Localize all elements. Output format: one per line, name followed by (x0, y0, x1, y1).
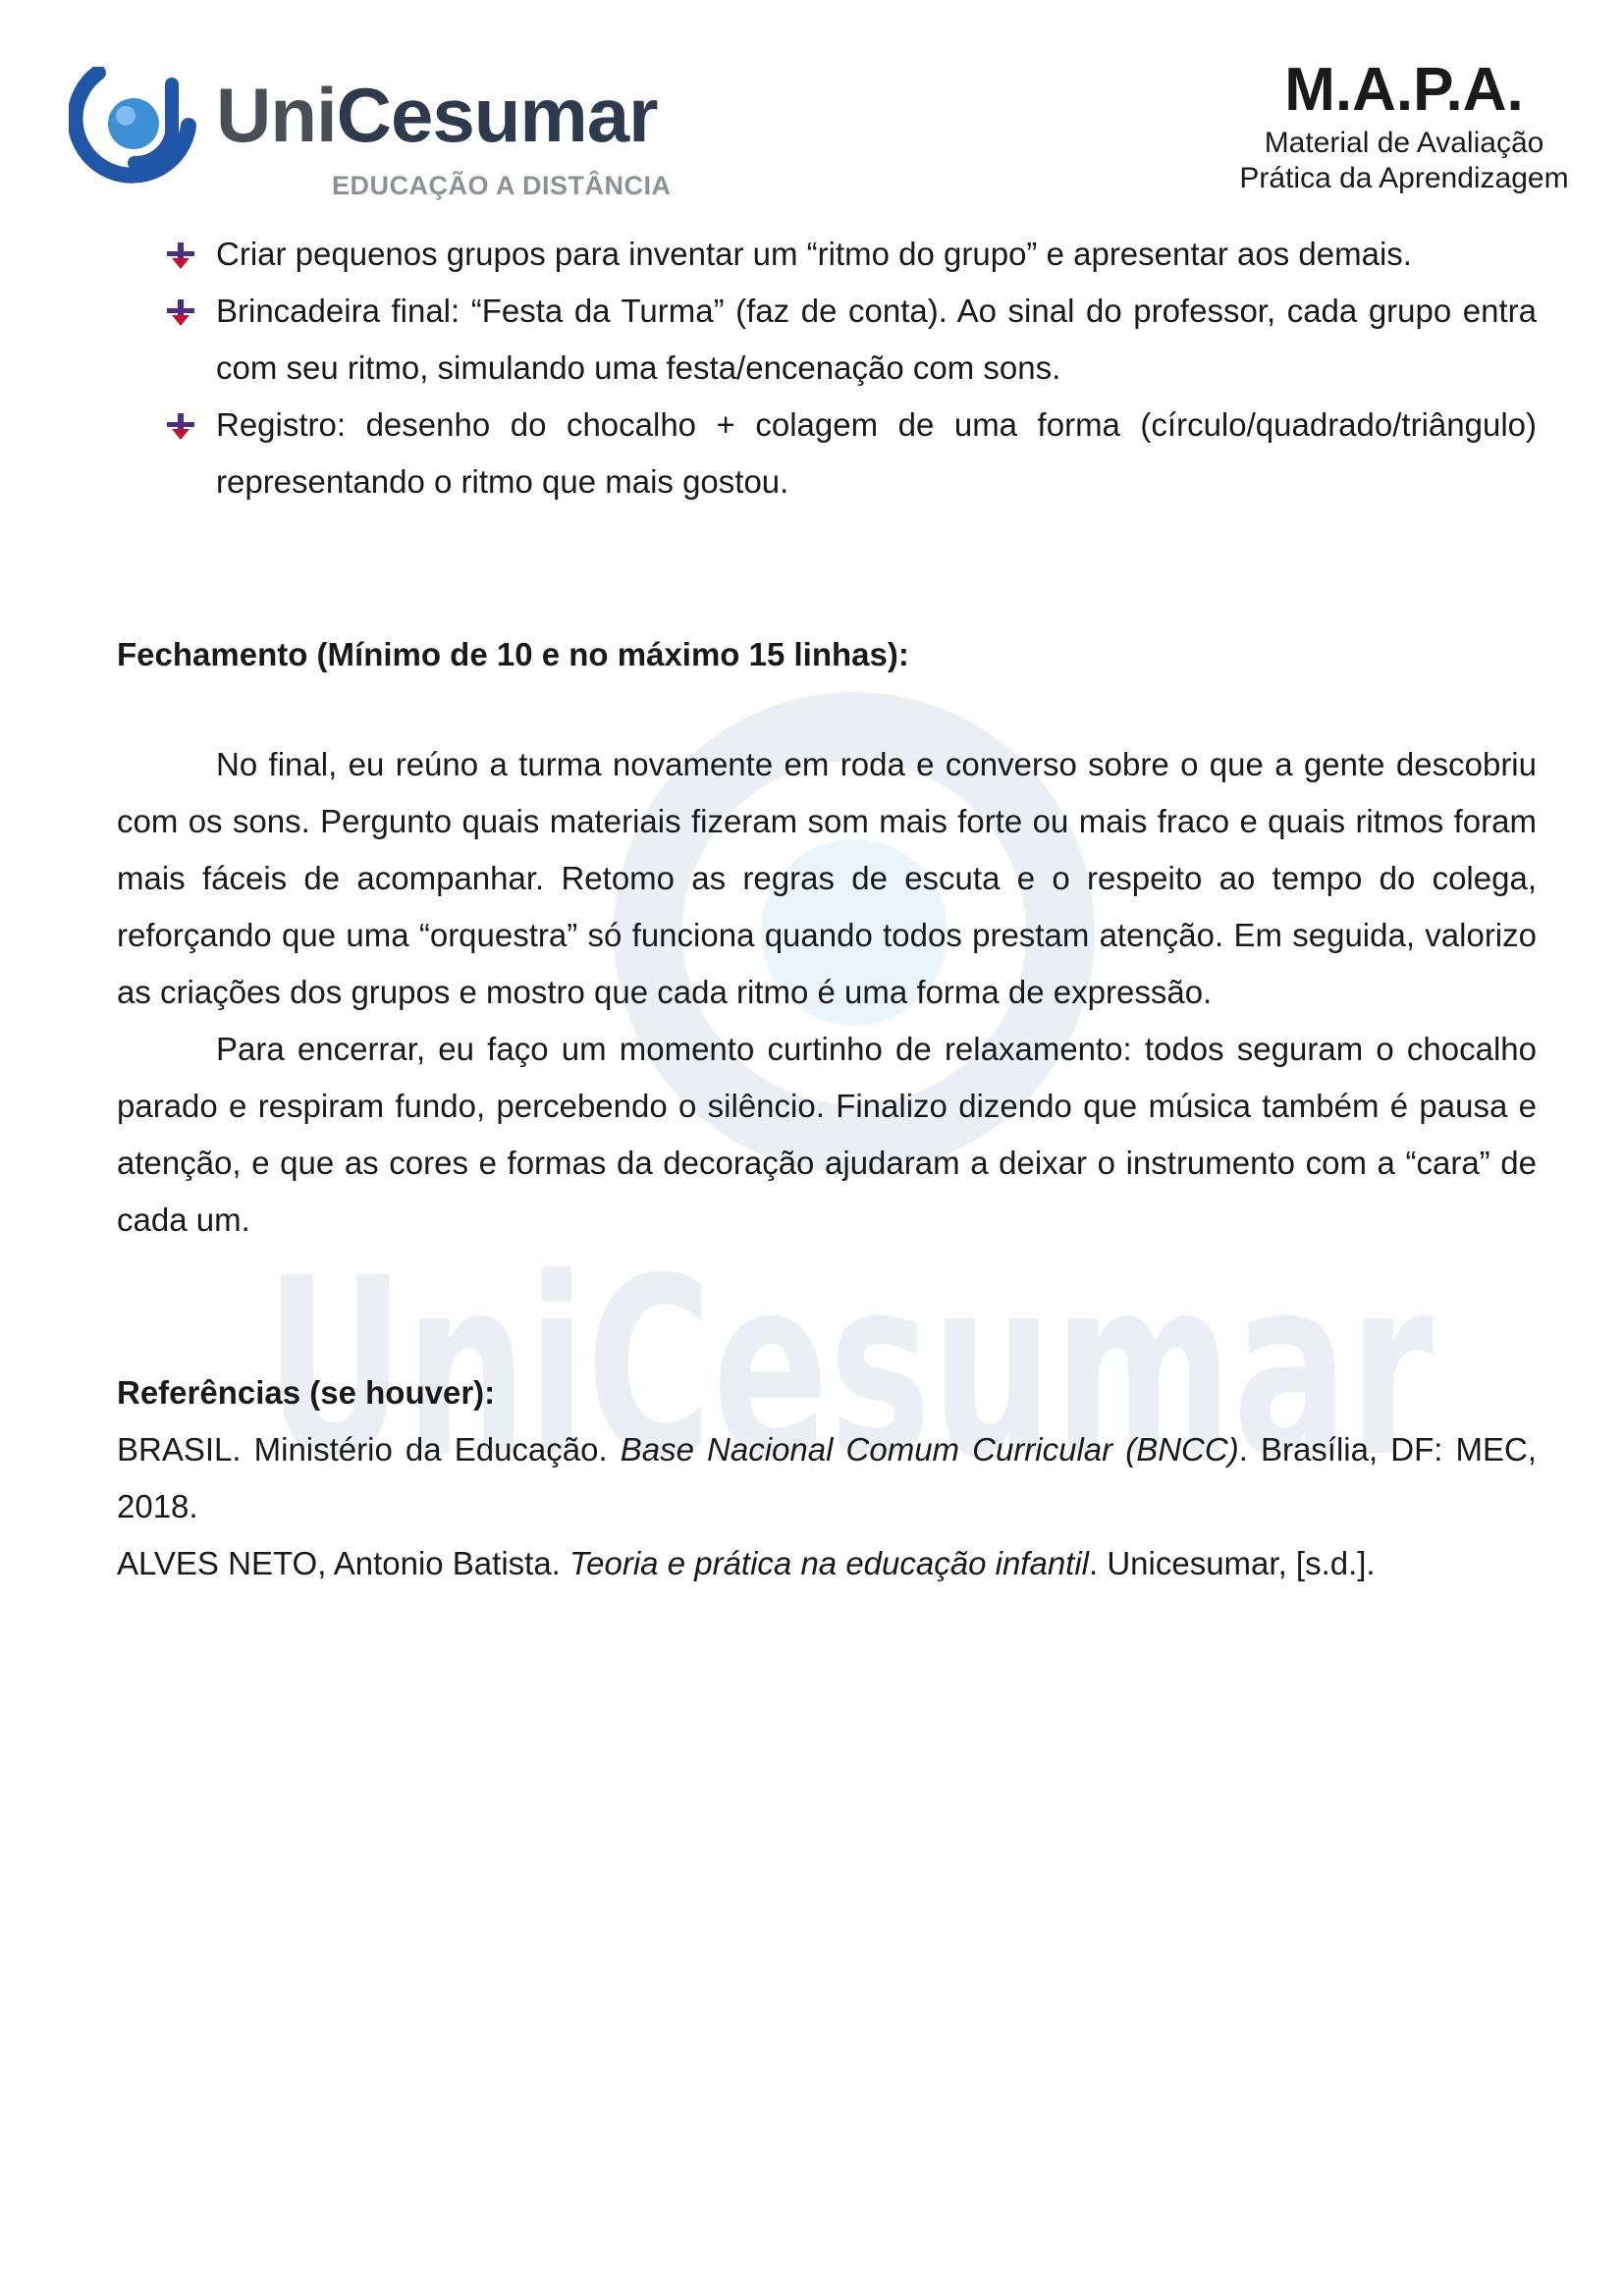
list-item (117, 283, 1537, 397)
logo-wordmark-cesumar: Cesumar (336, 72, 658, 158)
bullet-text: Registro: desenho do chocalho + colagem de uma forma (círculo/quadrado/triângulo) representando o ritmo que mais gostou. (216, 406, 1537, 500)
activity-bullet-list (117, 226, 1537, 510)
list-item (117, 226, 1537, 283)
watermark-wordmark: UniCesumar (265, 1225, 1434, 1482)
closing-heading: Fechamento (Mínimo de 10 e no máximo 15 linhas): (117, 636, 909, 672)
mapa-title: M.A.P.A. (1284, 56, 1524, 124)
closing-paragraph: Para encerrar, eu faço um momento curtinho de relaxamento: todos seguram o chocalho parado e respiram fundo, percebendo o silêncio. Finalizo dizendo que música também é pausa e atenção, e que as cores e formas da decoração ajudaram a deixar o instrumento com a “cara” de cada um. (117, 1031, 1537, 1238)
reference-author: ALVES NETO, Antonio Batista. (117, 1545, 570, 1581)
reference-title: Teoria e prática na educação infantil (569, 1545, 1089, 1581)
logo-wordmark-uni: Uni (216, 72, 337, 158)
logo-wordmark (216, 71, 657, 160)
references-list (117, 1421, 1537, 1592)
arrow-down-plus-bullet-icon (166, 299, 195, 327)
mapa-block (1218, 57, 1591, 232)
document-body (117, 226, 1537, 1592)
reference-title: Base Nacional Comum Curricular (BNCC) (620, 1431, 1239, 1468)
bullet-text: Criar pequenos grupos para inventar um “ritmo do grupo” e apresentar aos demais. (216, 236, 1412, 272)
closing-paragraph: No final, eu reúno a turma novamente em roda e converso sobre o que a gente descobriu com os sons. Pergunto quais materiais fizeram som mais forte ou mais fraco e quais ritmos foram mais fáceis de acompanhar. Retomo as regras de escuta e o respeito ao tempo do colega, reforçando que uma “orquestra” só funciona quando todos prestam atenção. Em seguida, valorizo as criações dos grupos e mostro que cada ritmo é uma forma de expressão. (117, 746, 1537, 1010)
closing-section (117, 736, 1537, 1249)
arrow-down-plus-bullet-icon (166, 242, 195, 270)
reference-author: BRASIL. Ministério da Educação. (117, 1431, 621, 1468)
references-heading: Referências (se houver): (117, 1374, 496, 1411)
mapa-subtitle: Material de Avaliação Prática da Aprendizagem (1239, 127, 1569, 195)
list-item (117, 397, 1537, 510)
reference-item (117, 1421, 1537, 1535)
reference-publication: . Unicesumar, [s.d.]. (1089, 1545, 1376, 1581)
reference-item (117, 1535, 1537, 1592)
logo-tagline: EDUCAÇÃO A DISTÂNCIA (332, 171, 672, 200)
unicesumar-logo-icon (69, 67, 206, 185)
reference-publication: . Brasília, DF: MEC, 2018. (117, 1431, 1537, 1524)
bullet-text: Brincadeira final: “Festa da Turma” (faz de conta). Ao sinal do professor, cada grupo entra com seu ritmo, simulando uma festa/encenação com sons. (216, 293, 1537, 386)
arrow-down-plus-bullet-icon (166, 413, 195, 441)
unicesumar-logo (69, 67, 672, 204)
page-header (0, 0, 1624, 226)
